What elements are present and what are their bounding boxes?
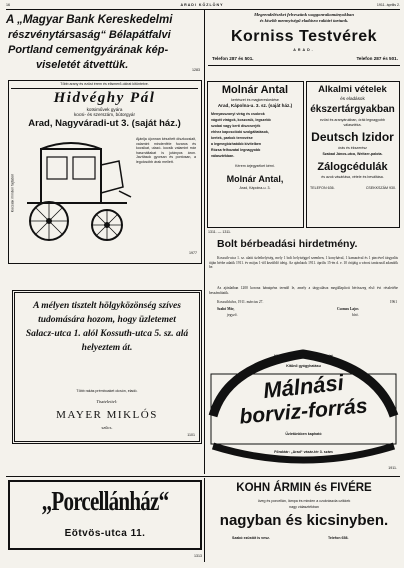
mayer-note: Több rakás prémboaket olcsón, eladó.	[76, 389, 138, 393]
kohn-ad	[208, 478, 400, 564]
alkalmi-addr2: Szabad János-utca, Weitzer-palota.	[322, 152, 383, 156]
header-rule	[6, 9, 400, 10]
berbeadasi-sign-right: Csomos Lajos	[337, 307, 359, 311]
mayer-text: A mélyen tisztelt hölgyközönség szíves tudomására hozom, hogy üzletemet Salacz-utca 1. alól Kossuth-utca 5. sz. alá helyeztem át.	[25, 301, 189, 353]
molnar-line1: kertészet és magkereskedése	[231, 98, 279, 102]
molnar-line-8: választékban.	[211, 154, 235, 158]
hidvegh-subtitle: kocsi- és szerszám, bútorgyár	[73, 112, 135, 117]
molnar-name: Molnár Antal	[221, 84, 289, 96]
berbeadasi-para2: Az ajánlatban 1200 korona bánatpénz teendő le, amely a tárgyalásra megállapított bérösszeg első évi részletébe beszámíttatik.	[209, 286, 398, 295]
magyar-bank-line1: A „Magyar Bank Kereskedelmi	[6, 14, 173, 26]
malnasi-banner3: Üzletünkben kapható	[285, 432, 322, 436]
molnar-line-7: Rózsa felhozatal legnagyobb	[211, 148, 261, 152]
berbeadasi-code: 1961	[389, 300, 397, 304]
magyar-bank-line2: részvénytársaság“ Bélapátfalvi	[8, 29, 171, 41]
molnar-code: 1311. — 1311.	[208, 230, 232, 234]
berbeadasi-sign-right-role: bíró.	[352, 313, 359, 317]
alkalmi-code: CSEKKSZÁM 930.	[365, 186, 396, 190]
kohn-phone: Telefon 658.	[328, 536, 349, 540]
korniss-place: ARAD.	[293, 48, 315, 52]
malnasi-big2: borviz-forrás	[238, 394, 369, 429]
magyar-bank-code: 1283	[192, 68, 200, 72]
paper-name: ARADI KÖZLÖNY	[180, 3, 224, 7]
molnar-line2: Arad, Kápolna-u. 3. sz. (saját ház.)	[217, 103, 293, 108]
molnar-line-3: szobai vagy kerti díszcserjék	[211, 124, 261, 128]
molnar-line-2: vágott virágok, koszorúk, legszebb	[211, 118, 271, 122]
berbeadasi-body: Kossuth-utca 1. sz. alatti üzlethelyiség, mely 1 bolt helyiséggel szemben, 1 konyhával, 1 kamarával és 1 pincével tárgyalás útján bérbe adatik 1911. év május 1-től kezdődő ideig. Az ajánlatok 1911. április 15-én d. e. 10 órájáig a városi tanácsnál adandók be.	[209, 256, 398, 270]
porcellanhaz-addr: Eötvös-utca 11.	[64, 528, 146, 539]
hidvegh-vertical-left: Kocsiak minden fajtából	[10, 174, 15, 213]
korniss-phone-right: Telefon 287 és 501.	[356, 56, 398, 61]
malnasi-ad	[207, 346, 400, 476]
korniss-intro2: és kisebb mennyiségű eladásra raktári tartunk.	[259, 18, 349, 23]
magyar-bank-line3: Portland cementgyárának kép-	[8, 44, 169, 56]
carriage-illustration	[23, 135, 133, 253]
porcellanhaz-name: „Porcellánház“	[41, 486, 169, 516]
mayer-code: 1101	[187, 433, 195, 437]
berbeadasi-title: Bolt bérbeadási hirdetmény.	[217, 238, 358, 250]
mayer-role: szűcs.	[101, 425, 113, 430]
molnar-place2: Arad, Kápolna-u. 3.	[239, 186, 271, 190]
hidvegh-divider	[11, 88, 198, 89]
malnasi-bottom2: és Kereskedelmi Fűszereseknél.	[277, 456, 330, 460]
porcellanhaz-code: 1313	[194, 554, 202, 558]
bottom-rule	[6, 476, 400, 477]
header-date: 1911. április 2.	[376, 3, 400, 7]
alkalmi-sub: és eladások	[340, 96, 365, 101]
page-number: 16	[6, 3, 10, 7]
molnar-line-1: Menyasszonyi virág és csokrok	[211, 112, 265, 116]
hidvegh-name: Hidvéghy Pál	[53, 90, 156, 106]
hidvegh-ad	[8, 80, 202, 264]
alkalmi-ad	[306, 81, 400, 228]
mayer-signoff: Tisztelettel:	[96, 399, 118, 404]
alkalmi-title: Alkalmi vételek	[318, 84, 387, 95]
malnasi-banner: Királyi Kincstári Forrásvizi vállalat	[274, 354, 333, 358]
berbeadasi-date: Kossuthfalva, 1911. március 27.	[217, 300, 264, 304]
alkalmi-big: ékszertárgyakban	[310, 104, 395, 115]
malnasi-banner2: Kitűnő gyógyhatásu	[286, 364, 321, 368]
korniss-intro1: Megrendeléseket felveszünk waggonrakományokban	[254, 12, 354, 17]
korniss-ad	[208, 11, 400, 79]
hidvegh-address: Arad, Nagyváradi-ut 3. (saját ház.)	[28, 118, 181, 129]
alkalmi-pawn-sub: és azok vásárlása, vétele és beváltása.	[321, 175, 384, 179]
column-rule	[204, 10, 205, 474]
berbeadasi-sign-left-role: jegyző.	[227, 313, 238, 317]
magyar-bank-line4: viseletét átvettük.	[36, 59, 129, 71]
alkalmi-pawn: Zálogcédulák	[317, 161, 388, 173]
kohn-addr: Szabó ezüstöt is vesz.	[232, 536, 270, 540]
malnasi-big1: Málnási	[262, 369, 345, 404]
kohn-name: KOHN ÁRMIN és FIVÉRE	[236, 482, 372, 494]
kohn-big: nagyban és kicsinyben.	[219, 512, 389, 529]
molnar-line-6: a legmegbízhatóbb kivitelben	[211, 142, 262, 146]
molnar-note: Kérem árjegyzéket kérni.	[235, 164, 275, 168]
korniss-name: Korniss Testvérek	[230, 28, 378, 45]
alkalmi-small1: ezüst és aranyárukban, órák legnagyobb	[320, 118, 385, 122]
molnar-line-5: kertek, parkok tervezése	[211, 136, 253, 140]
molnar-ad	[207, 81, 304, 228]
mayer-ad	[12, 290, 202, 444]
magyar-bank-ad	[6, 12, 202, 78]
kohn-line1: üveg és porcellán, lámpa és minden a czukrászda czikkek	[257, 499, 351, 503]
berbeadasi-notice	[207, 238, 400, 342]
korniss-bottom-rule	[208, 65, 400, 66]
alkalmi-name: Deutsch Izidor	[311, 130, 394, 144]
hidvegh-top-note: Több arany és ezüst érem és elismerő-okirat kitüntetve.	[60, 82, 149, 86]
malnasi-code: 1911.	[388, 466, 397, 470]
hidvegh-side-text: Ajánlja újonnan készített díszkocsiait, valamint mindenféle fuvaros és kocsikat, utazó- kocsik valamint már használtakat is jutányos áron. Javítások gyorsan és pontosan, a legolcsóbb árak mellett.	[136, 137, 196, 164]
molnar-line-4: ehhez kapcsolódó szolgáltatások,	[211, 130, 269, 134]
alkalmi-small2: választéka.	[343, 123, 362, 127]
molnar-name2: Molnár Antal,	[226, 174, 284, 184]
porcellanhaz-ad	[6, 478, 204, 564]
mayer-name: MAYER MIKLÓS	[56, 409, 158, 421]
kohn-line2: nagy választékban	[289, 505, 319, 509]
alkalmi-phone: TELEFON 636.	[310, 186, 335, 190]
hidvegh-code: 1977	[189, 251, 197, 255]
alkalmi-addr: órás és ékszerész	[338, 146, 367, 150]
korniss-phone-left: Telefon 287 és 501.	[212, 56, 254, 61]
malnasi-bottom1: Főraktár: „Arad“ vásár-tér 3. szám	[274, 450, 333, 454]
bottom-column-rule	[204, 478, 205, 562]
hidvegh-title: kotsiművek gyára	[86, 107, 123, 112]
berbeadasi-sign-left: Szabó Mór,	[217, 307, 235, 311]
